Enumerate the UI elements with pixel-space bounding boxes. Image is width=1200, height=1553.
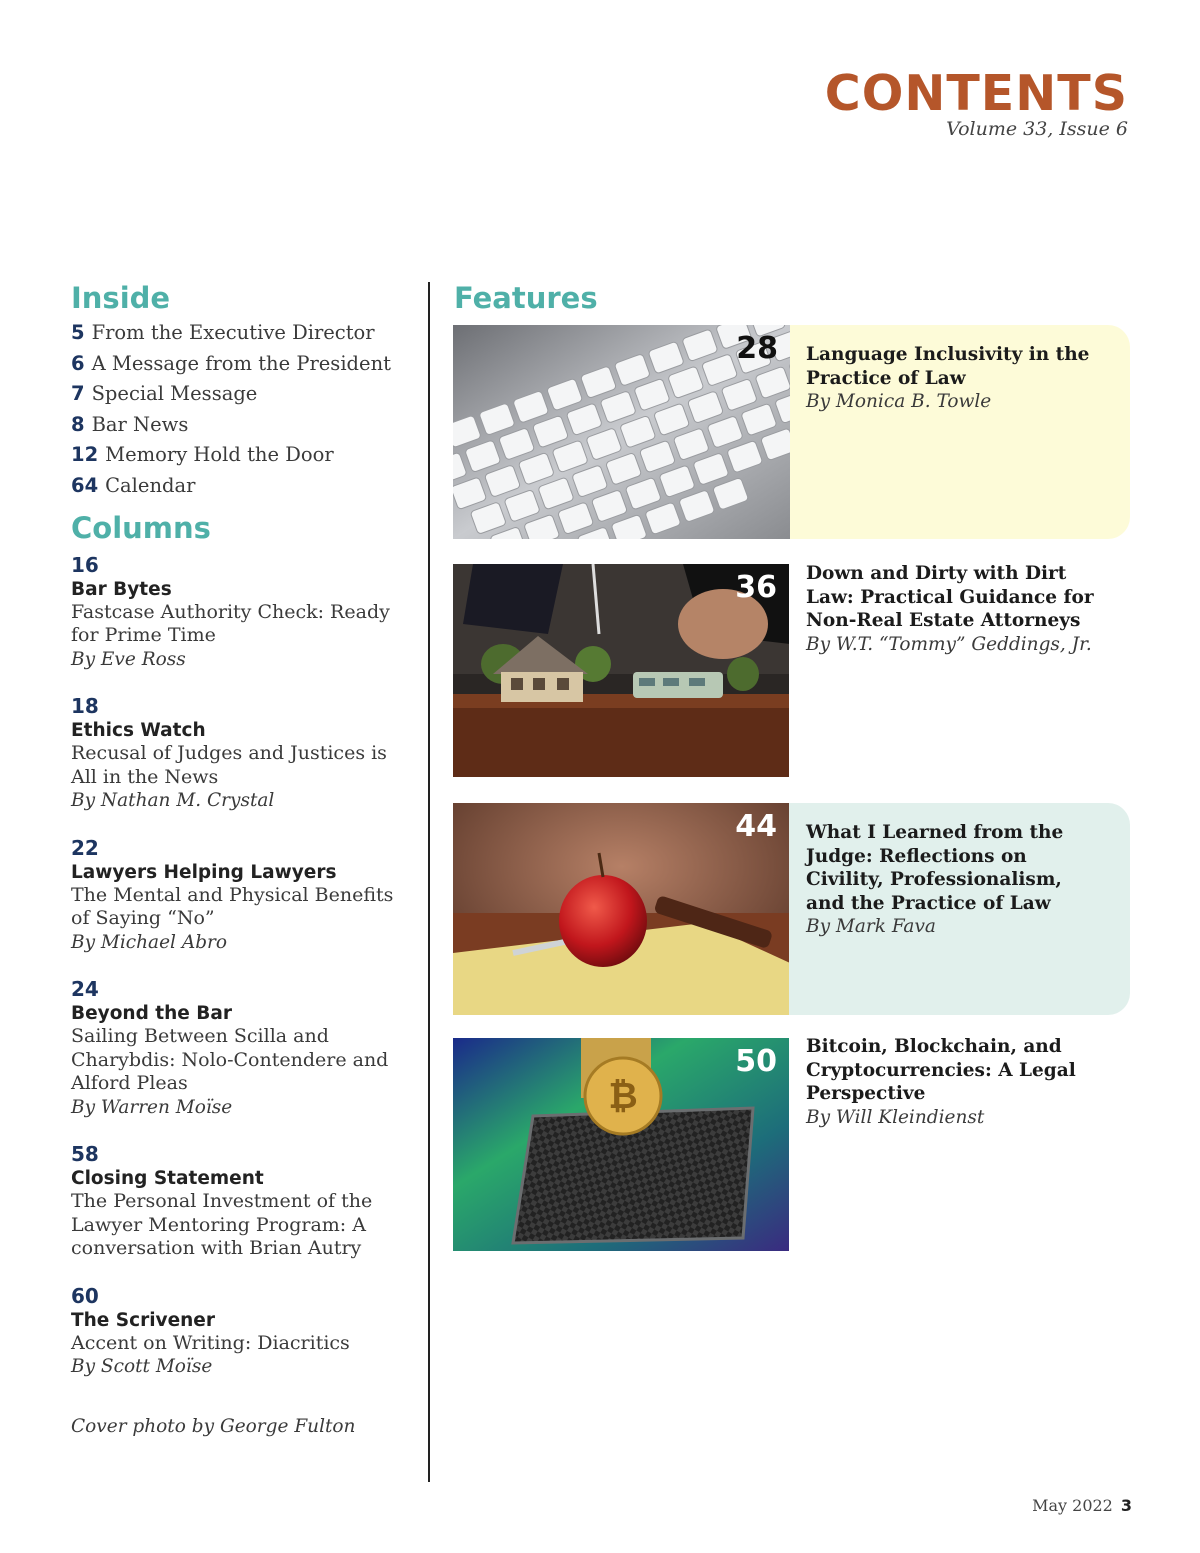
page-number: 16 bbox=[71, 552, 99, 577]
article-title: Fastcase Authority Check: Ready for Prime Time bbox=[71, 600, 390, 647]
page-number: 22 bbox=[71, 835, 99, 860]
bitcoin-wallet-photo bbox=[453, 1038, 789, 1251]
inside-item[interactable] bbox=[71, 440, 416, 471]
byline: By W.T. “Tommy” Geddings, Jr. bbox=[806, 633, 1092, 655]
page-number: 12 bbox=[71, 443, 99, 467]
feature-title: Bitcoin, Blockchain, and Cryptocurrencies: A Legal Perspective bbox=[806, 1036, 1076, 1104]
feature-entry[interactable] bbox=[453, 803, 1130, 1015]
column-entry[interactable] bbox=[71, 693, 416, 813]
cover-credit: Cover photo by George Fulton bbox=[71, 1416, 356, 1437]
keyboard-photo bbox=[453, 325, 790, 539]
department-name: Ethics Watch bbox=[71, 720, 206, 742]
department-name: Bar Bytes bbox=[71, 578, 172, 600]
page-title: CONTENTS bbox=[824, 65, 1128, 122]
item-label: Memory Hold the Door bbox=[105, 443, 334, 467]
issue-info: Volume 33, Issue 6 bbox=[946, 118, 1128, 140]
page-number: 24 bbox=[71, 977, 99, 1002]
column-entry[interactable] bbox=[71, 835, 416, 955]
byline: By Scott Moïse bbox=[71, 1356, 213, 1378]
department-name: Closing Statement bbox=[71, 1168, 264, 1190]
page-number: 64 bbox=[71, 473, 99, 497]
item-label: Calendar bbox=[105, 473, 196, 497]
feature-text bbox=[806, 343, 1096, 414]
byline: By Eve Ross bbox=[71, 648, 186, 670]
department-name: Lawyers Helping Lawyers bbox=[71, 861, 337, 883]
model-house-photo bbox=[453, 564, 789, 777]
byline: By Will Kleindienst bbox=[806, 1106, 985, 1128]
byline: By Warren Moïse bbox=[71, 1096, 233, 1118]
byline: By Michael Abro bbox=[71, 931, 228, 953]
apple-gavel-photo bbox=[453, 803, 789, 1015]
article-title: The Mental and Physical Benefits of Saying “No” bbox=[71, 883, 394, 930]
inside-item[interactable] bbox=[71, 349, 416, 380]
features-heading: Features bbox=[454, 281, 598, 315]
feature-entry[interactable] bbox=[453, 1038, 1130, 1251]
inside-item[interactable] bbox=[71, 471, 416, 502]
byline: By Mark Fava bbox=[806, 916, 936, 937]
feature-entry[interactable] bbox=[453, 564, 1130, 778]
feature-text bbox=[806, 562, 1096, 656]
feature-page-number: 44 bbox=[735, 809, 777, 844]
svg-text:₿: ₿ bbox=[608, 1076, 638, 1117]
left-column bbox=[71, 280, 416, 1401]
page-number: 7 bbox=[71, 382, 85, 406]
feature-title: Language Inclusivity in the Practice of Law bbox=[806, 344, 1090, 389]
column-entry[interactable] bbox=[71, 552, 416, 672]
column-divider bbox=[428, 282, 430, 1482]
item-label: A Message from the President bbox=[91, 351, 391, 375]
byline: By Nathan M. Crystal bbox=[71, 790, 275, 812]
inside-item[interactable] bbox=[71, 379, 416, 410]
issue-date: May 2022 bbox=[1032, 1496, 1113, 1515]
inside-heading: Inside bbox=[71, 281, 171, 315]
article-title: Sailing Between Scilla and Charybdis: Nolo-Contendere and Alford Pleas bbox=[71, 1025, 389, 1095]
item-label: Special Message bbox=[91, 382, 258, 406]
item-label: Bar News bbox=[91, 412, 189, 436]
folio-page-number: 3 bbox=[1120, 1496, 1132, 1515]
item-label: From the Executive Director bbox=[91, 321, 375, 344]
feature-title: Down and Dirty with Dirt Law: Practical Guidance for Non-Real Estate Attorneys bbox=[806, 563, 1094, 631]
column-entry[interactable] bbox=[71, 976, 416, 1119]
article-title: Recusal of Judges and Justices is All in the News bbox=[71, 742, 387, 788]
department-name: The Scrivener bbox=[71, 1309, 215, 1331]
feature-text bbox=[806, 1035, 1096, 1129]
page-number: 60 bbox=[71, 1283, 99, 1308]
page-number: 8 bbox=[71, 412, 85, 436]
column-entry[interactable] bbox=[71, 1283, 416, 1379]
feature-page-number: 28 bbox=[736, 331, 778, 366]
page-number: 18 bbox=[71, 694, 99, 719]
feature-title: What I Learned from the Judge: Reflections on Civility, Professionalism, and the Practice of Law bbox=[806, 822, 1064, 914]
inside-item[interactable] bbox=[71, 410, 416, 441]
article-title: The Personal Investment of the Lawyer Mentoring Program: A conversation with Brian Autry bbox=[71, 1190, 373, 1260]
columns-heading: Columns bbox=[71, 510, 211, 545]
page-number: 58 bbox=[71, 1142, 99, 1167]
department-name: Beyond the Bar bbox=[71, 1003, 232, 1025]
page-number: 6 bbox=[71, 351, 85, 375]
feature-text bbox=[806, 821, 1096, 939]
column-entry[interactable] bbox=[71, 1141, 416, 1261]
feature-page-number: 50 bbox=[735, 1044, 777, 1079]
inside-item[interactable] bbox=[71, 318, 416, 349]
byline: By Monica B. Towle bbox=[806, 391, 992, 412]
article-title: Accent on Writing: Diacritics bbox=[71, 1331, 350, 1354]
feature-entry[interactable] bbox=[453, 325, 1130, 539]
masthead bbox=[825, 66, 1128, 140]
page-number: 5 bbox=[71, 321, 85, 344]
feature-page-number: 36 bbox=[735, 570, 777, 605]
folio bbox=[1032, 1496, 1132, 1515]
inside-list bbox=[71, 318, 416, 502]
